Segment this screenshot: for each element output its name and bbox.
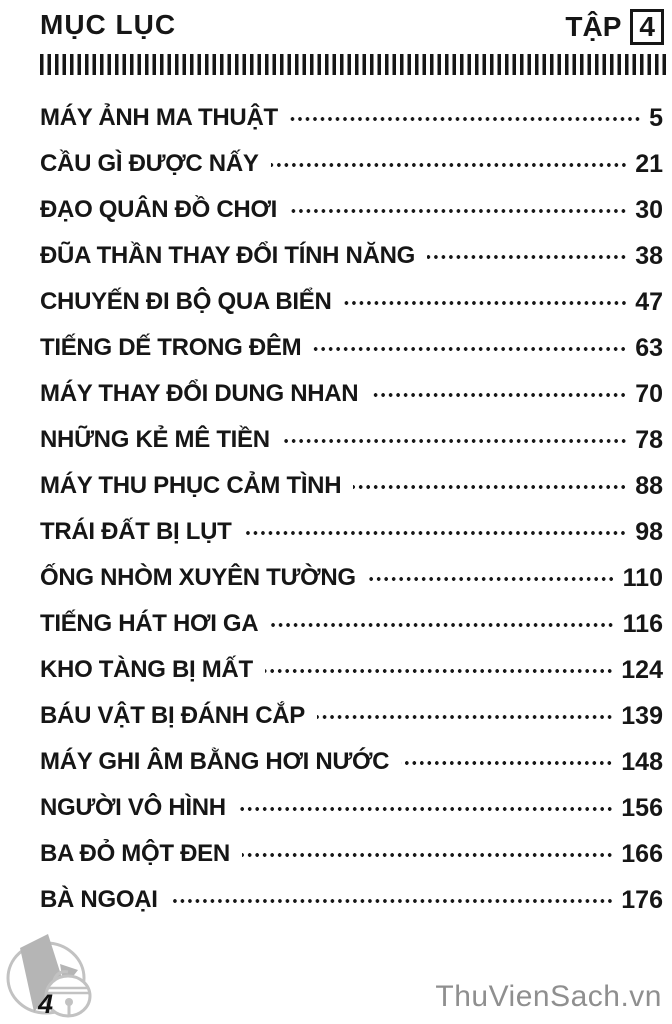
toc-entry (40, 831, 663, 877)
dot-leader (243, 530, 627, 536)
volume-number-box: 4 (630, 9, 664, 45)
toc-entry (40, 279, 663, 325)
dot-leader (427, 254, 627, 260)
footer-page-number: 4 (38, 989, 54, 1019)
toc-entry-page: 78 (635, 425, 663, 454)
toc-entry-page: 110 (622, 563, 663, 592)
dot-leader (170, 898, 614, 904)
toc-entry-title: ỐNG NHÒM XUYÊN TƯỜNG (40, 564, 356, 592)
toc-entry-title: NHỮNG KẺ MÊ TIỀN (40, 426, 270, 454)
toc-entry-page: 166 (621, 839, 663, 868)
toc-entry (40, 785, 663, 831)
toc-entry-title: ĐẠO QUÂN ĐỒ CHƠI (40, 196, 278, 224)
toc-entry-title: NGƯỜI VÔ HÌNH (40, 794, 226, 822)
toc-entry-page: 156 (621, 793, 663, 822)
bell-logo-icon (4, 928, 116, 1020)
toc-entry (40, 141, 663, 187)
toc-entry (40, 233, 663, 279)
toc-entry-title: TIẾNG HÁT HƠI GA (40, 610, 259, 638)
toc-entry-title: KHO TÀNG BỊ MẤT (40, 656, 253, 684)
toc-entry-page: 116 (622, 609, 663, 638)
dot-leader (368, 576, 615, 582)
toc-entry (40, 555, 663, 601)
toc-entry-page: 124 (621, 655, 663, 684)
toc-entry (40, 187, 663, 233)
dot-leader (242, 852, 613, 858)
volume-label: TẬP (565, 11, 622, 43)
divider-stripe (40, 54, 670, 75)
toc-entry-title: CẦU GÌ ĐƯỢC NẤY (40, 150, 259, 178)
toc-entry-page: 70 (635, 379, 663, 408)
toc-entry (40, 877, 663, 923)
toc-entry-title: ĐŨA THẦN THAY ĐỔI TÍNH NĂNG (40, 242, 416, 270)
toc-entry-title: TIẾNG DẾ TRONG ĐÊM (40, 334, 302, 362)
watermark: ThuVienSach.vn (435, 980, 662, 1013)
toc-entry-title: MÁY THAY ĐỔI DUNG NHAN (40, 380, 359, 408)
header (0, 0, 672, 45)
toc-entry (40, 371, 663, 417)
dot-leader (370, 392, 627, 398)
toc-entry-title: TRÁI ĐẤT BỊ LỤT (40, 518, 232, 546)
toc-entry-page: 176 (621, 885, 663, 914)
page-title: MỤC LỤC (40, 9, 177, 40)
toc-entry-title: BÀ NGOẠI (40, 886, 158, 914)
toc-list (40, 95, 663, 923)
toc-entry-page: 30 (635, 195, 663, 224)
toc-entry-page: 5 (649, 103, 663, 132)
dot-leader (313, 346, 627, 352)
dot-leader (271, 162, 628, 168)
toc-entry-title: BÁU VẬT BỊ ĐÁNH CẮP (40, 702, 305, 730)
toc-entry (40, 417, 663, 463)
dot-leader (317, 714, 613, 720)
toc-entry-title: MÁY GHI ÂM BẰNG HƠI NƯỚC (40, 748, 390, 776)
toc-entry-page: 139 (621, 701, 663, 730)
toc-entry-page: 63 (635, 333, 663, 362)
toc-entry-title: BA ĐỎ MỘT ĐEN (40, 840, 230, 868)
toc-entry (40, 693, 663, 739)
toc-entry (40, 739, 663, 785)
toc-entry (40, 509, 663, 555)
dot-leader (353, 484, 627, 490)
dot-leader (401, 760, 613, 766)
toc-entry-title: MÁY THU PHỤC CẢM TÌNH (40, 472, 342, 500)
toc-entry (40, 463, 663, 509)
toc-entry-title: MÁY ẢNH MA THUẬT (40, 104, 278, 132)
toc-entry (40, 647, 663, 693)
toc-entry-page: 38 (635, 241, 663, 270)
dot-leader (265, 668, 613, 674)
toc-entry-page: 47 (635, 287, 663, 316)
dot-leader (282, 438, 627, 444)
toc-entry-page: 21 (635, 149, 663, 178)
toc-entry-page: 88 (635, 471, 663, 500)
dot-leader (270, 622, 614, 628)
toc-entry-title: CHUYẾN ĐI BỘ QUA BIỂN (40, 288, 332, 316)
toc-entry (40, 325, 663, 371)
toc-entry (40, 601, 663, 647)
dot-leader (238, 806, 613, 812)
dot-leader (290, 116, 641, 122)
dot-leader (344, 300, 628, 306)
toc-entry-page: 148 (621, 747, 663, 776)
volume-indicator (565, 9, 664, 45)
toc-entry (40, 95, 663, 141)
dot-leader (289, 208, 627, 214)
toc-entry-page: 98 (635, 517, 663, 546)
